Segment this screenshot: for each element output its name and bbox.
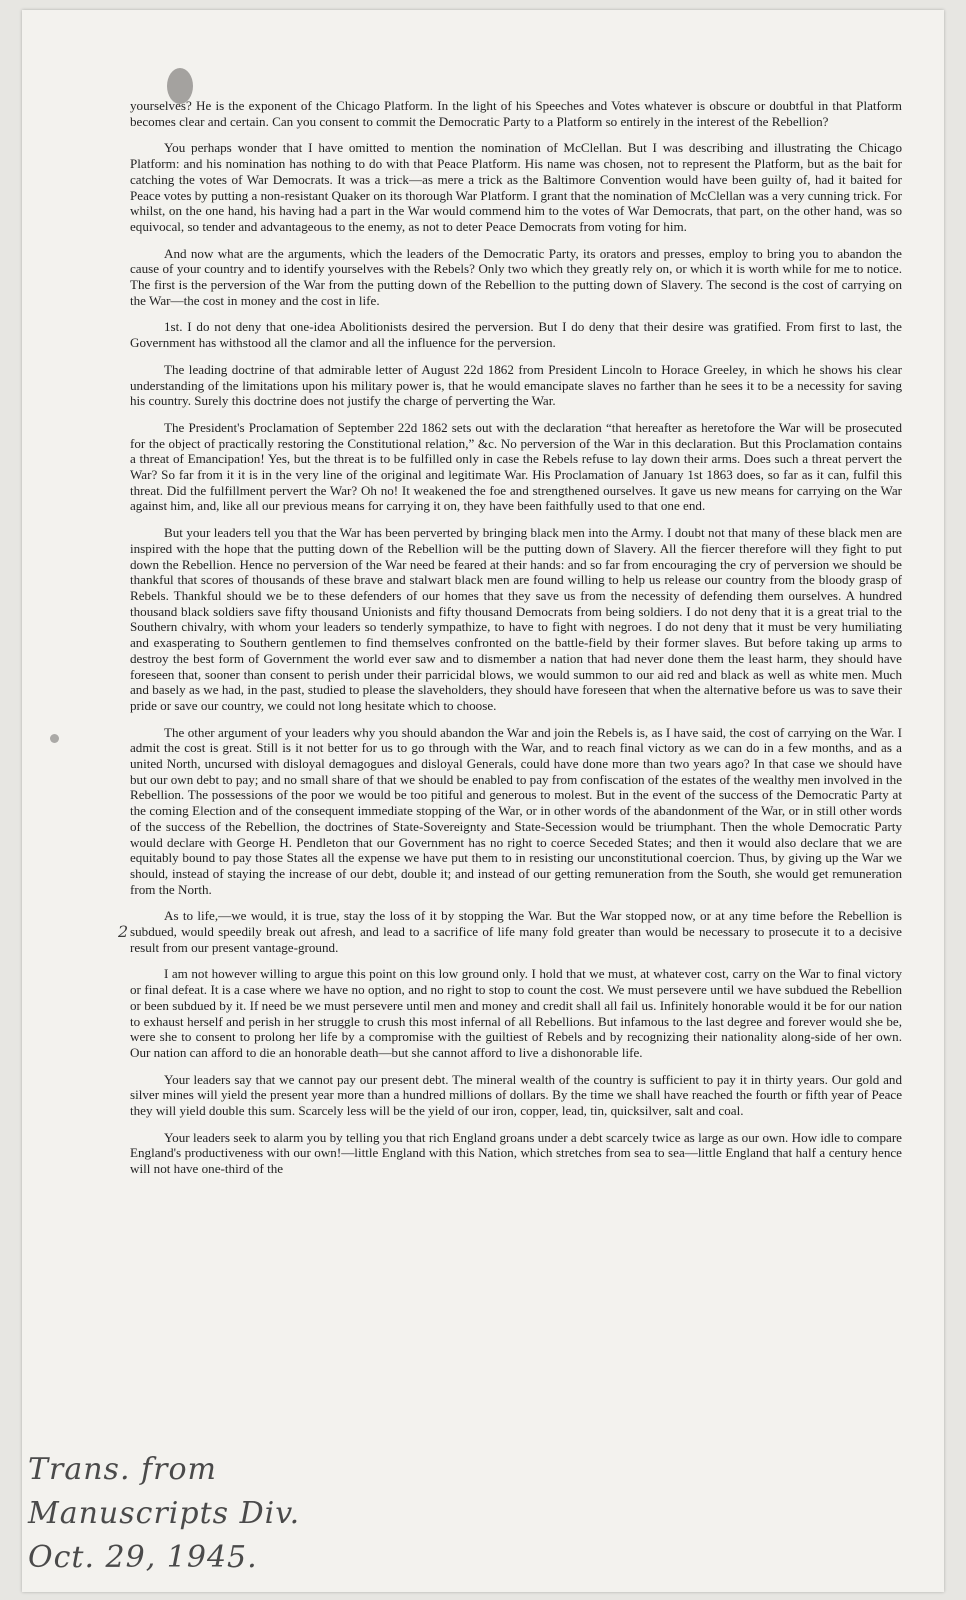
paper-spot xyxy=(50,734,59,743)
document-body xyxy=(130,98,902,1188)
paragraph: You perhaps wonder that I have omitted to mention the nomination of McClellan. But I was describing and illustrating the Chicago Platform: and his nomination has nothing to do with that Peace Platform. His name was chosen, not to represent the Platform, but as the bait for catching the votes of War Democrats. It was a trick—as mere a trick as the Baltimore Convention would have been guilty of, had it baited for Peace votes by putting a non-resistant Quaker on its thorough War Platform. I grant that the nomination of McClellan was a very cunning trick. For whilst, on the one hand, his having had a part in the War would commend him to the votes of War Democrats, that part, on the other hand, was so equivocal, so tender and advantageous to the enemy, as not to deter Peace Democrats from voting for him. xyxy=(130,140,902,234)
paragraph: yourselves? He is the exponent of the Chicago Platform. In the light of his Speeches and Votes whatever is obscure or doubtful in that Platform becomes clear and certain. Can you consent to commit the Democratic Party to a Platform so entirely in the interest of the Rebellion? xyxy=(130,98,902,129)
handwritten-line: Oct. 29, 1945. xyxy=(28,1540,258,1575)
paragraph: The other argument of your leaders why you should abandon the War and join the Rebels is, as I have said, the cost of carrying on the War. I admit the cost is great. Still is it not better for us to go through with the War, and to reach final victory as we can do in a few months, and as a united North, uncursed with disloyal demagogues and disloyal Generals, could have done more than two years ago? In that case we should have but our own debt to pay; and no small share of that we should be enabled to pay from confiscation of the estates of the wealthy men involved in the Rebellion. The possessions of the poor we would be too pitiful and generous to molest. But in the event of the success of the Democratic Party at the coming Election and of the consequent immediate stopping of the War, or in other words of the abandonment of the War, or in still other words of the success of the Rebellion, the doctrines of State-Sovereignty and State-Secession would be triumphant. Then the whole Democratic Party would declare with George H. Pendleton that our Government has no right to coerce Seceded States; and then it would also declare that we are equitably bound to pay those States all the expense we have put them to in resisting our unconstitutional coercion. Thus, by giving up the War we should, instead of staying the increase of our debt, double it; and instead of our getting remuneration from the South, she would get remuneration from the North. xyxy=(130,724,902,897)
paragraph: The President's Proclamation of September 22d 1862 sets out with the declaration “that hereafter as heretofore the War will be prosecuted for the object of practically restoring the Constitutional relation,” &c. No perversion of the War in this declaration. But this Proclamation contains a threat of Emancipation! Yes, but the threat is to be fulfilled only in case the Rebels refuse to lay down their arms. Does such a threat pervert the War? So far from it it is in the very line of the original and legitimate War. His Proclamation of January 1st 1863 does, so far as it can, fulfil this threat. Did the fulfillment pervert the War? Oh no! It weakened the foe and strengthened ourselves. It gave us new means for carrying on the War against him, and, like all our previous means for carrying it on, they have been faithfully used to that one end. xyxy=(130,419,902,514)
paragraph: But your leaders tell you that the War has been perverted by bringing black men into the Army. I doubt not that many of these black men are inspired with the hope that the putting down of the Rebellion will be the putting down of Slavery. All the fiercer therefore will they fight to put down the Rebellion. Hence no perversion of the War need be feared at their hands: and so far from encouraging the cry of perversion we should be thankful that scores of thousands of these brave and stalwart black men are found willing to help us release our country from the bloody grasp of Rebels. Thankful should we be to these defenders of our homes that they save us from the necessity of defending them ourselves. A hundred thousand black soldiers save fifty thousand Unionists and fifty thousand Democrats from being soldiers. I do not deny that it is a great trial to the Southern chivalry, with whom your leaders so tenderly sympathize, to have to fight with negroes. I do not deny that it must be very humiliating and exasperating to Southern gentlemen to find themselves confronted on the battle-field by their former slaves. But before taking up arms to destroy the best form of Government the world ever saw and to dismember a nation that had never done them the least harm, they should have foreseen that, sooner than consent to perish under their parricidal blows, we would summon to our aid red and black as well as white men. Much and basely as we had, in the past, studied to please the slaveholders, they should have foreseen that when the alternative before us was to save their pride or save our country, we could not long hesitate which to choose. xyxy=(130,525,902,713)
paragraph: As to life,—we would, it is true, stay the loss of it by stopping the War. But the War stopped now, or at any time before the Rebellion is subdued, would speedily break out afresh, and lead to a sacrifice of life many fold greater than would be necessary to prosecute it to a decisive result from our present vantage-ground. xyxy=(130,908,902,955)
handwritten-line: Manuscripts Div. xyxy=(28,1496,301,1531)
paragraph: 1st. I do not deny that one-idea Abolitionists desired the perversion. But I do deny that their desire was gratified. From first to last, the Government has withstood all the clamor and all the influence for the perversion. xyxy=(130,319,902,351)
paragraph: Your leaders seek to alarm you by telling you that rich England groans under a debt scarcely twice as large as our own. How idle to compare England's productiveness with our own!—little England with this Nation, which stretches from sea to sea—little England that half a century hence will not have one-third of the xyxy=(130,1129,902,1177)
paragraph: Your leaders say that we cannot pay our present debt. The mineral wealth of the country is sufficient to pay it in thirty years. Our gold and silver mines will yield the present year more than a hundred millions of dollars. By the time we shall have reached the fourth or fifth year of Peace they will yield double this sum. Scarcely less will be the yield of our iron, copper, lead, tin, quicksilver, salt and coal. xyxy=(130,1071,902,1119)
margin-note: 2 xyxy=(118,922,129,941)
paragraph: I am not however willing to argue this point on this low ground only. I hold that we must, at whatever cost, carry on the War to final victory or final defeat. It is a case where we have no option, and no right to stop to count the cost. We must persevere until we have subdued the Rebellion or been subdued by it. If need be we must persevere until men and money and credit shall all fail us. Infinitely honorable would it be for our nation to exhaust herself and perish in her struggle to crush this most infernal of all Rebellions. But infamous to the last degree and forever would she be, were she to consent to prolong her life by a compromise with the guiltiest of Rebels and by recognizing their nationality along-side of her own. Our nation can afford to die an honorable death—but she cannot afford to live a dishonorable life. xyxy=(130,966,902,1060)
paragraph: The leading doctrine of that admirable letter of August 22d 1862 from President Lincoln to Horace Greeley, in which he shows his clear understanding of the limitations upon his military power is, that he would emancipate slaves no farther than he sees it to be a necessity for saving his country. Surely this doctrine does not justify the charge of perverting the War. xyxy=(130,361,902,409)
handwritten-line: Trans. from xyxy=(28,1452,217,1487)
paragraph: And now what are the arguments, which the leaders of the Democratic Party, its orators and presses, employ to bring you to abandon the cause of your country and to identify yourselves with the Rebels? Only two which they greatly rely on, or which it is worth while for me to notice. The first is the perversion of the War from the putting down of the Rebellion to the putting down of Slavery. The second is the cost of carrying on the War—the cost in money and the cost in life. xyxy=(130,245,902,308)
document-page xyxy=(22,10,944,1592)
handwritten-annotation xyxy=(28,1448,300,1580)
